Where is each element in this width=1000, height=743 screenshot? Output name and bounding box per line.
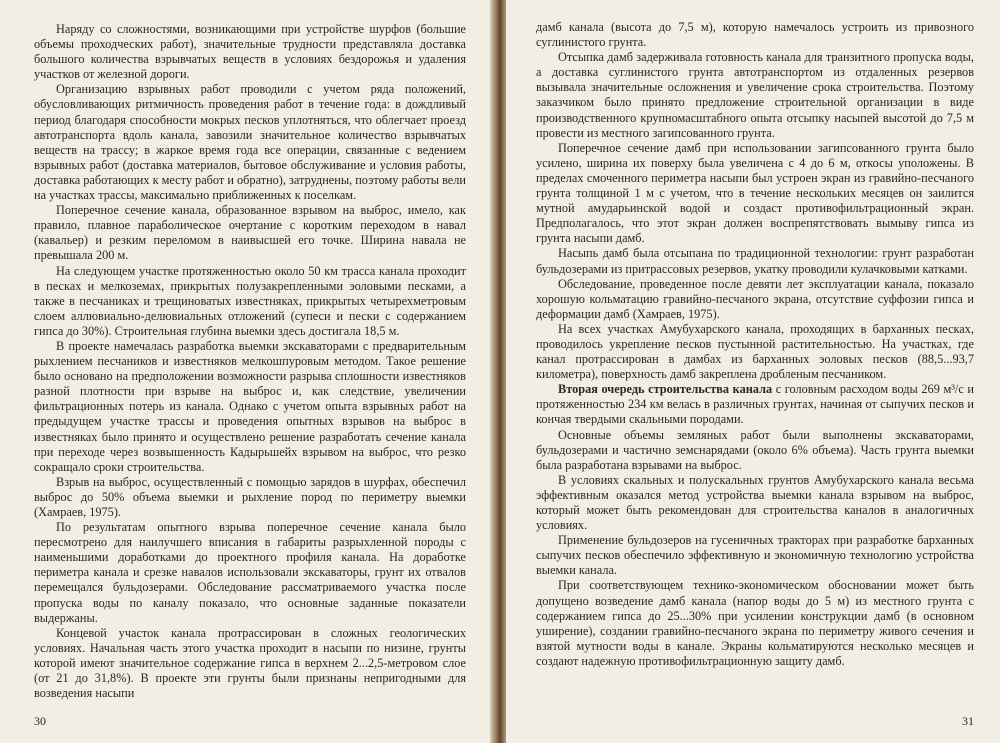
right-paragraph-4: Обследование, проведенное после девяти лет эксплуатации канала, показало хорошую кольматацию гравийно-песчаного экрана, отсутствие суффозии гипса и деформации дамб (Хамраев, 1975).	[536, 276, 974, 321]
left-paragraph-1: Наряду со сложностями, возникающими при устройстве шурфов (большие объемы проходческих работ), значительные трудности представляла доставка большого количества взрывчатых веществ в условиях бездорожья и удаления участков от железной дороги.	[34, 22, 466, 82]
left-paragraph-2: Организацию взрывных работ проводили с учетом ряда положений, обусловливающих ритмичность проведения работ в течение года: в дождливый период благодаря способности мокрых песков уплотняться, что облегчает проезд автотранспорта вдоль канала, завозили значительное количество взрывчатых веществ на трассу; в жаркое время года все операции, связанные с ведением взрывных работ (доставка материалов, бытовое обслуживание и условия работы, доставка работающих к месту работ и обратно), затруднены, поэтому работы вели на участках трассы, максимально приближенных к поселкам.	[34, 82, 466, 203]
right-paragraph-1: Отсыпка дамб задерживала готовность канала для транзитного пропуска воды, а доставка суглинистого грунта автотранспортом из отдаленных резервов вызывала значительные осложнения и увеличение срока строительства. Поэтому заказчиком было принято предложение строительной организации в виде производственного крупномасштабного опыта отсыпку насыпей высотой до 7,5 м провести из местного загипсованного грунта.	[536, 50, 974, 140]
left-paragraph-4: На следующем участке протяженностью около 50 км трасса канала проходит в песках и мелкоземах, прикрытых полузакрепленными эоловыми песками, а также в песчаниках и трещиноватых известняках, прикрытых четырехметровым слоем аллювиально-делювиальных отложений (супеси и пески с содержанием гипса до 30%). Строительная глубина выемки здесь достигала 18,5 м.	[34, 263, 466, 338]
right-paragraph-10: При соответствующем технико-экономическом обосновании может быть допущено возведение дамб канала (напор воды до 5 м) из местного грунта с содержанием гипса до 25...30% при усилении конструкции дамб (в основном уширение), создании гравийно-песчаного экрана по периметру живого сечения и взятой мутности воды в канале. Экраны кольматируются несколько месяцев и создают надежную противофильтрационную защиту дамб.	[536, 578, 974, 668]
right-paragraph-7: Основные объемы земляных работ были выполнены экскаваторами, бульдозерами и частично земснарядами (около 6% объема). Часть грунта выемки была разработана взрывами на выброс.	[536, 427, 974, 472]
right-paragraph-3: Насыпь дамб была отсыпана по традиционной технологии: грунт разработан бульдозерами из притрассовых резервов, укатку проводили кулачковыми катками.	[536, 246, 974, 276]
left-paragraph-6: Взрыв на выброс, осуществленный с помощью зарядов в шурфах, обеспечил выброс до 50% объема выемки и рыхление пород по периметру выемки (Хамраев, 1975).	[34, 474, 466, 519]
second-stage-text: с головным расходом воды 269 м³/с и протяженностью 234 км велась в различных грунтах, начиная от сыпучих песков и кончая твердыми скальными породами.	[536, 382, 974, 427]
page-number-right: 31	[962, 714, 974, 728]
second-stage-heading: Вторая очередь строительства канала	[558, 382, 773, 397]
left-paragraph-5: В проекте намечалась разработка выемки экскаваторами с предварительным рыхлением песчаников и известняков мелкошпуровым методом. Такое решение было основано на предположении возможности разрыва сплошности известняков разной плотности при взрыве на выброс и, как следствие, увеличении фильтрационных потерь из канала. Однако с учетом опыта взрывных работ на предыдущем участке трассы и проведения опытных взрывов на выброс в известняках было принято и осуществлено решение разработать сечение канала при переходе через возвышенность Кадырьшейх взрывом на выброс, что резко сокращало сроки строительства.	[34, 338, 466, 474]
right-paragraph-8: В условиях скальных и полускальных грунтов Амубухарского канала весьма эффективным оказался метод устройства выемки канала взрывом на выброс, который может быть рекомендован для строительства каналов в аналогичных условиях.	[536, 472, 974, 533]
right-paragraph-5: На всех участках Амубухарского канала, проходящих в барханных песках, проводилось укрепление песков пустынной растительностью. На участках, где канал протрассирован в дамбах из барханных эоловых песков (88,5...93,7 километра), поверхность дамб закреплена дробленым песчаником.	[536, 321, 974, 382]
right-paragraph-second-stage	[536, 382, 974, 427]
left-paragraph-3: Поперечное сечение канала, образованное взрывом на выброс, имело, как правило, плавное параболическое очертание с коротким переходом в навал (кавальер) и резким переломом в наивысшей его точке. Ширина навала не превышала 200 м.	[34, 203, 466, 263]
right-paragraph-2: Поперечное сечение дамб при использовании загипсованного грунта было усилено, ширина их поверху была увеличена с 4 до 6 м, откосы уположены. В пределах смоченного периметра насыпи был устроен экран из гравийно-песчаного грунта толщиной 1 м с учетом, что в течение нескольких месяцев он заилится мутной амударьинской водой и создаст противофильтрационный экран. Предполагалось, что этот экран должен воспрепятствовать вымыву гипса из грунта насыпи дамб.	[536, 140, 974, 246]
left-page	[0, 0, 494, 743]
right-page	[506, 0, 1000, 743]
left-paragraph-8: Концевой участок канала протрассирован в сложных геологических условиях. Начальная часть этого участка проходит в насыпи по низине, грунты которой имеют значительное содержание гипса в верхнем 2...2,5-метровом слое (от 21 до 31,8%). В проекте эти грунты были признаны непригодными для возведения насыпи	[34, 625, 466, 701]
right-paragraph-9: Применение бульдозеров на гусеничных тракторах при разработке барханных сыпучих песков обеспечило эффективную и экономичную технологию устройства выемки канала.	[536, 533, 974, 578]
right-continuation: дамб канала (высота до 7,5 м), которую намечалось устроить из привозного суглинистого грунта.	[536, 20, 974, 50]
page-number-left: 30	[34, 714, 46, 728]
left-paragraph-7: По результатам опытного взрыва поперечное сечение канала было пересмотрено для наилучшего вписания в габариты разрыхленной породы с наименьшими доработками до проектного профиля канала. На доработке периметра канала и срезке навалов использовали экскаваторы, грунт их отвалов перемещался бульдозерами. Обследование рассматриваемого участка после пропуска воды по каналу показало, что основные заданные показатели выдержаны.	[34, 520, 466, 625]
